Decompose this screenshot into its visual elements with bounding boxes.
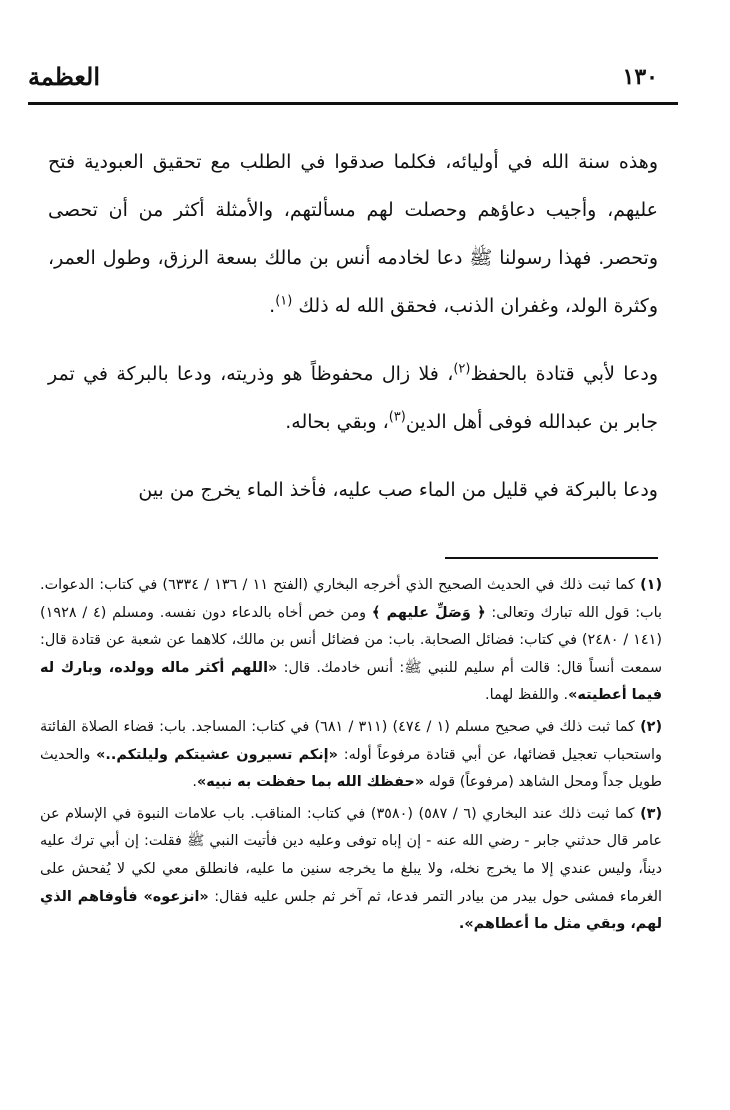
footnote-2-hadith-2: «حفظك الله بما حفظت به نبيه» bbox=[196, 774, 425, 791]
footnote-3-text-a: كما ثبت ذلك عند البخاري (٦ / ٥٨٧) (٣٥٨٠) في كتاب: المناقب. باب علامات النبوة في الإسلام عن عامر قال حدثني جابر - رضي الله عنه - إن إباه توفى وعليه دين فأتيت النبي ﷺ فقلت: إن أبي ترك عليه ديناً، وليس عندي إلا ما يخرج نخله، ولا يبلغ ما يخرجه سنين ما عليه، فانطلق معي لكي لا يُفحش على الغرماء فمشى حول بيدر من بيادر التمر فدعا، ثم آخر ثم جلس عليه فقال: bbox=[40, 805, 663, 905]
footnote-1-number: (١) bbox=[640, 577, 663, 593]
footnote-ref-1: (١) bbox=[275, 293, 293, 309]
footnote-2 bbox=[40, 714, 662, 797]
footnote-1-text-a: كما ثبت ذلك في الحديث الصحيح الذي أخرجه البخاري (الفتح ١١ / ١٣٦ / ٦٣٣٤) في كتاب: الدعوات. باب: قول الله تبارك وتعالى: bbox=[40, 577, 662, 621]
footnote-ref-2: (٢) bbox=[453, 361, 471, 377]
footnote-3-number: (٣) bbox=[640, 805, 663, 822]
footnote-1-hadith: «اللهم أكثر ماله وولده، وبارك له فيما أعطيته» bbox=[40, 659, 662, 704]
footnote-2-hadith-1: «إنكم تسيرون عشيتكم وليلتكم..» bbox=[96, 746, 338, 763]
paragraph-1-text: وهذه سنة الله في أوليائه، فكلما صدقوا في الطلب مع تحقيق العبودية فتح عليهم، وأجيب دعاؤهم وحصلت لهم مسألتهم، والأمثلة أكثر من أن تحصى وتحصر. فهذا رسولنا ﷺ دعا لخادمه أنس بن مالك بسعة الرزق، وطول العمر، وكثرة الولد، وغفران الذنب، فحقق الله له ذلك bbox=[48, 151, 658, 317]
page-number: ١٣٠ bbox=[622, 64, 658, 90]
paragraph-3: ودعا بالبركة في قليل من الماء صب عليه، فأخذ الماء يخرج من بين bbox=[138, 479, 658, 501]
paragraph-2-text-b: ، فلا زال محفوظاً هو وذريته، ودعا بالبركة في تمر جابر بن عبدالله فوفى أهل الدين bbox=[48, 363, 658, 433]
page-header bbox=[28, 64, 678, 104]
paragraph-1-end: . bbox=[269, 295, 276, 317]
footnote-separator bbox=[445, 557, 658, 559]
footnote-2-text-c: . bbox=[192, 774, 197, 791]
footnote-1-text-b: ومن خص أخاه بالدعاء دون نفسه. ومسلم (٤ / ١٩٢٨) (١٤١ / ٢٤٨٠) في كتاب: فضائل الصحابة. باب: من فضائل أنس بن مالك، كلاهما عن شعبة عن قتادة قال: سمعت أنساً قال: قالت أم سليم للنبي ﷺ: أنس خادمك. قال: bbox=[40, 604, 663, 676]
footnote-3 bbox=[40, 801, 662, 939]
paragraph-2-text-c: ، وبقي بحاله. bbox=[285, 411, 389, 433]
footnote-2-text-b: والحديث طويل جداً ومحل الشاهد (مرفوعاً) قوله bbox=[40, 746, 662, 791]
footnote-3-hadith: «انزعوه» bbox=[143, 888, 209, 905]
paragraph-2-text-a: ودعا لأبي قتادة بالحفظ bbox=[470, 363, 659, 385]
main-text bbox=[48, 138, 658, 514]
footnote-1 bbox=[40, 572, 662, 710]
book-title: العظمة bbox=[28, 62, 100, 91]
header-rule bbox=[28, 102, 678, 105]
footnote-ref-3: (٣) bbox=[388, 409, 406, 425]
footnote-2-number: (٢) bbox=[640, 718, 663, 735]
footnote-1-text-c: . واللفظ لهما. bbox=[485, 687, 569, 704]
paragraph-1 bbox=[48, 138, 658, 330]
footnote-3-text-b: فأوفاهم الذي لهم، وبقي مثل ما أعطاهم». bbox=[40, 888, 662, 933]
footnote-2-text-a: كما ثبت ذلك في صحيح مسلم (١ / ٤٧٤) (٣١١ / ٦٨١) في كتاب: المساجد. باب: قضاء الصلاة الفائتة واستحباب تعجيل قضائها، عن أبي قتادة مرفوعاً أوله: bbox=[40, 718, 662, 763]
footnotes bbox=[40, 572, 662, 943]
footnote-1-quran: ﴿ وَصَلِّ عليهم ﴾ bbox=[371, 604, 486, 621]
paragraph-2 bbox=[48, 350, 658, 446]
